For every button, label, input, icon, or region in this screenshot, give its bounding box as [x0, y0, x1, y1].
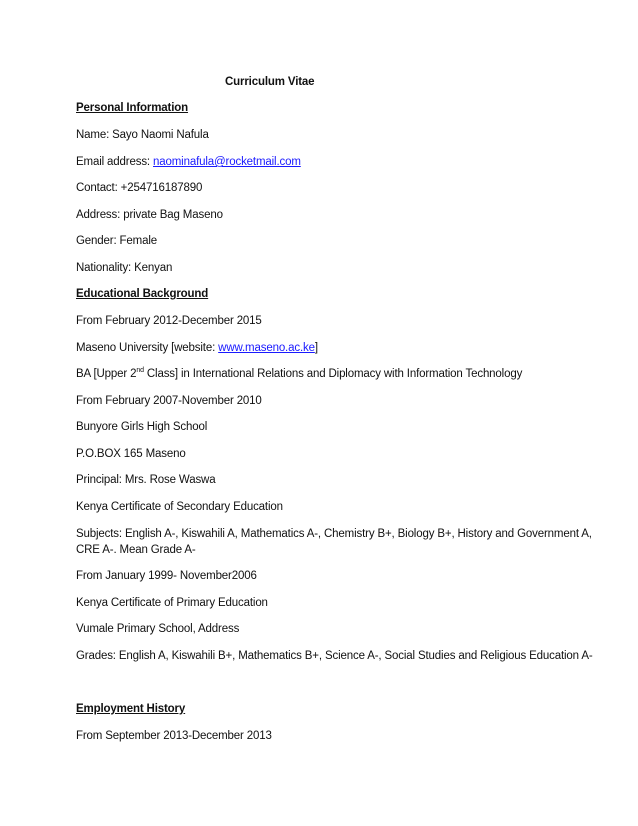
- degree-suffix: Class] in International Relations and Diplomacy with Information Technology: [143, 368, 523, 380]
- education-heading: Educational Background: [76, 288, 209, 300]
- kcpe-line: Kenya Certificate of Primary Education: [76, 597, 268, 609]
- education-period-primary: From January 1999- November2006: [76, 570, 257, 582]
- subjects-line-1: Subjects: English A-, Kiswahili A, Mathematics A-, Chemistry B+, Biology B+, History and Government A,: [76, 528, 592, 540]
- employment-period-1: From September 2013-December 2013: [76, 730, 272, 742]
- university-prefix: Maseno University [website:: [76, 342, 219, 354]
- email-label: Email address:: [76, 156, 154, 168]
- contact-line: Contact: +254716187890: [76, 182, 203, 194]
- document-title: Curriculum Vitae: [225, 76, 315, 88]
- degree-prefix: BA [Upper 2: [76, 368, 137, 380]
- gender-line: Gender: Female: [76, 235, 157, 247]
- subjects-line-2: CRE A-. Mean Grade A-: [76, 544, 196, 556]
- education-period-university: From February 2012-December 2015: [76, 315, 262, 327]
- email-line: [76, 155, 301, 169]
- primary-school-line: Vumale Primary School, Address: [76, 623, 240, 635]
- high-school-box: P.O.BOX 165 Maseno: [76, 448, 186, 460]
- education-period-high-school: From February 2007-November 2010: [76, 395, 262, 407]
- name-line: Name: Sayo Naomi Nafula: [76, 129, 209, 141]
- primary-grades-line: Grades: English A, Kiswahili B+, Mathematics B+, Science A-, Social Studies and Religious Education A-: [76, 650, 593, 662]
- university-website-link[interactable]: www.maseno.ac.ke: [218, 342, 315, 354]
- kcse-line: Kenya Certificate of Secondary Education: [76, 501, 283, 513]
- degree-line: [76, 367, 522, 381]
- nationality-line: Nationality: Kenyan: [76, 262, 173, 274]
- university-line: [76, 341, 318, 355]
- personal-info-heading: Personal Information: [76, 102, 189, 114]
- employment-heading: Employment History: [76, 703, 186, 715]
- high-school-principal: Principal: Mrs. Rose Waswa: [76, 474, 216, 486]
- email-link[interactable]: naominafula@rocketmail.com: [153, 156, 301, 168]
- high-school-name: Bunyore Girls High School: [76, 421, 208, 433]
- degree-superscript: nd: [136, 367, 144, 375]
- university-suffix: ]: [314, 342, 318, 354]
- address-line: Address: private Bag Maseno: [76, 209, 223, 221]
